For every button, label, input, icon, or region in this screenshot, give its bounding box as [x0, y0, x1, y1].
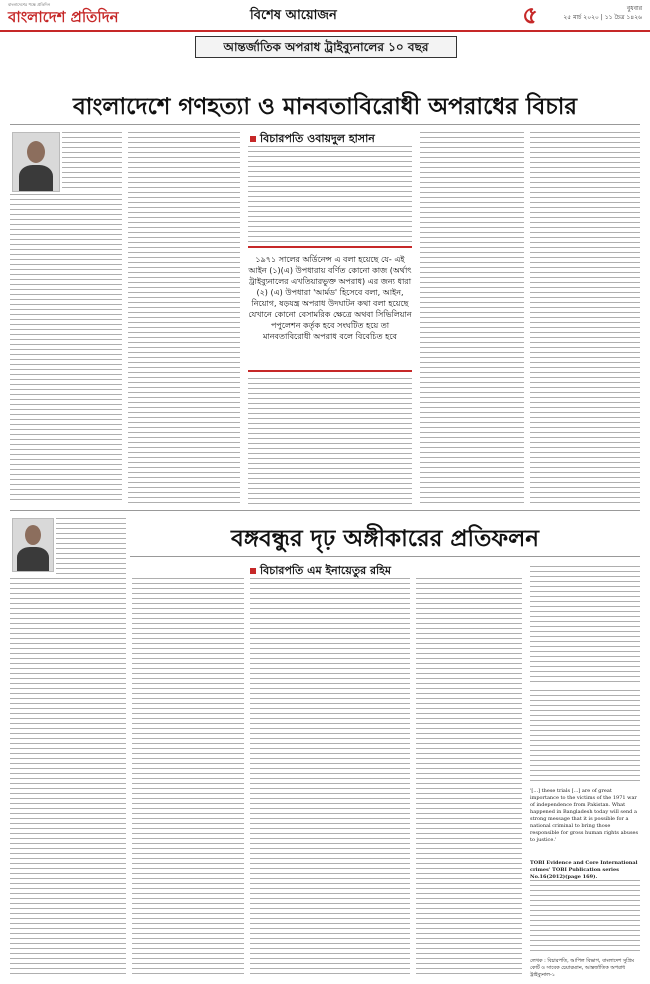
- section-banner: আন্তর্জাতিক অপরাধ ট্রাইব্যুনালের ১০ বছর: [195, 36, 457, 58]
- article1-column-5: [530, 132, 640, 504]
- english-source: TOBI Evidence and Core International crimes' TOBI Publication series No.16(2012)(page 169).: [530, 860, 638, 880]
- article2-byline-text: বিচারপতি এম ইনায়েতুর রহিম: [260, 564, 392, 577]
- article2-column-5-mid: [530, 690, 640, 784]
- article1-byline-text: বিচারপতি ওবায়দুল হাসান: [260, 132, 375, 145]
- article1-column-3-bottom: [248, 378, 412, 504]
- section-title: বিশেষ আয়োজন: [250, 8, 337, 23]
- english-quote: '[...] these trials [...] are of great importance to the victims of the 1971 war of independence from Pakistan. What happened in Bangladesh today will send a strong message that it is possible for a national criminal to bring those responsible for gross human rights abuses to justice.': [530, 788, 639, 843]
- author-head-shape: [27, 141, 45, 163]
- masthead: [0, 0, 650, 32]
- text-lines: [248, 146, 412, 242]
- article2-column-3: [250, 578, 410, 978]
- text-lines: [132, 578, 244, 978]
- author-photo-2: [12, 518, 54, 572]
- article1-headline: বাংলাদেশে গণহত্যা ও মানবতাবিরোধী অপরাধের বিচার: [72, 94, 578, 120]
- logo-name: বাংলাদেশ প্রতিদিন: [8, 8, 119, 26]
- author-credit: লেখক : বিচারপতি, আপিল বিভাগ, বাংলাদেশ সুপ্রিম কোর্ট ও সাবেক চেয়ারম্যান, আন্তর্জাতিক অপরাধ ট্রাইব্যুনাল-১: [530, 958, 635, 978]
- divider: [10, 124, 640, 125]
- publication-date: ২৫ মার্চ ২০২০ | ১১ চৈত্র ১৪২৬: [563, 14, 642, 21]
- text-lines: [530, 132, 640, 504]
- bullet-square-icon: [250, 136, 256, 142]
- newspaper-logo[interactable]: [8, 2, 128, 28]
- text-lines: [416, 578, 522, 978]
- text-lines: [10, 194, 122, 504]
- author-body-shape: [19, 165, 53, 192]
- article1-column-3-top: [248, 146, 412, 242]
- article2-column-5-top: [530, 566, 640, 686]
- author-photo-1: [12, 132, 60, 192]
- text-lines: [128, 132, 240, 504]
- article1-column-2: [128, 132, 240, 504]
- text-lines: [530, 566, 640, 686]
- weekday: বুধবার: [626, 5, 642, 12]
- author-head-shape: [25, 525, 41, 545]
- page-number: ৫: [522, 1, 538, 29]
- article1-column-1a: [62, 132, 122, 192]
- logo-tagline: বাংলাদেশের পক্ষে প্রতিদিন: [8, 2, 51, 7]
- text-lines: [62, 132, 122, 192]
- author-body-shape: [17, 547, 49, 572]
- text-lines: [250, 578, 410, 978]
- text-lines: [248, 378, 412, 504]
- date-block: [563, 4, 642, 22]
- text-lines: [530, 880, 640, 954]
- divider: [10, 510, 640, 511]
- article2-column-2: [132, 578, 244, 978]
- article2-column-4: [416, 578, 522, 978]
- divider: [130, 556, 640, 557]
- text-lines: [10, 578, 126, 978]
- bullet-square-icon: [250, 568, 256, 574]
- article2-headline: বঙ্গবন্ধুর দৃঢ় অঙ্গীকারের প্রতিফলন: [230, 526, 540, 552]
- article1-column-1b: [10, 194, 122, 504]
- article2-intro-column: [56, 518, 126, 574]
- text-lines: [420, 132, 524, 504]
- article1-column-4: [420, 132, 524, 504]
- pull-quote: ১৯৭১ সালের অর্ডিনেন্স এ বলা হয়েছে যে- এই আইন (১)(এ) উপধারায় বর্ণিত কোনো কাজ (অর্থাৎ ট্রাইব্যুনালের এখতিয়ারভুক্ত অপরাধ) এর জন্য ধারা (২) (এ) উপধারা 'আর্মড' হিসেবে বলা, আইন, নিয়োগ, ষড়যন্ত্র অপরাধ উদঘাটন কথা বলা হয়েছে যেখানে কোনো বেসামরিক ক্ষেত্রে অথবা সিভিলিয়ান পপুলেশন কর্তৃক হবে সংঘটিত হয়ে তা মানবতাবিরোধী অপরাধ বলে বিবেচিত হবে: [248, 246, 412, 372]
- text-lines: [56, 518, 126, 574]
- article2-column-5-bottom: [530, 880, 640, 954]
- article2-column-1: [10, 578, 126, 978]
- text-lines: [530, 690, 640, 784]
